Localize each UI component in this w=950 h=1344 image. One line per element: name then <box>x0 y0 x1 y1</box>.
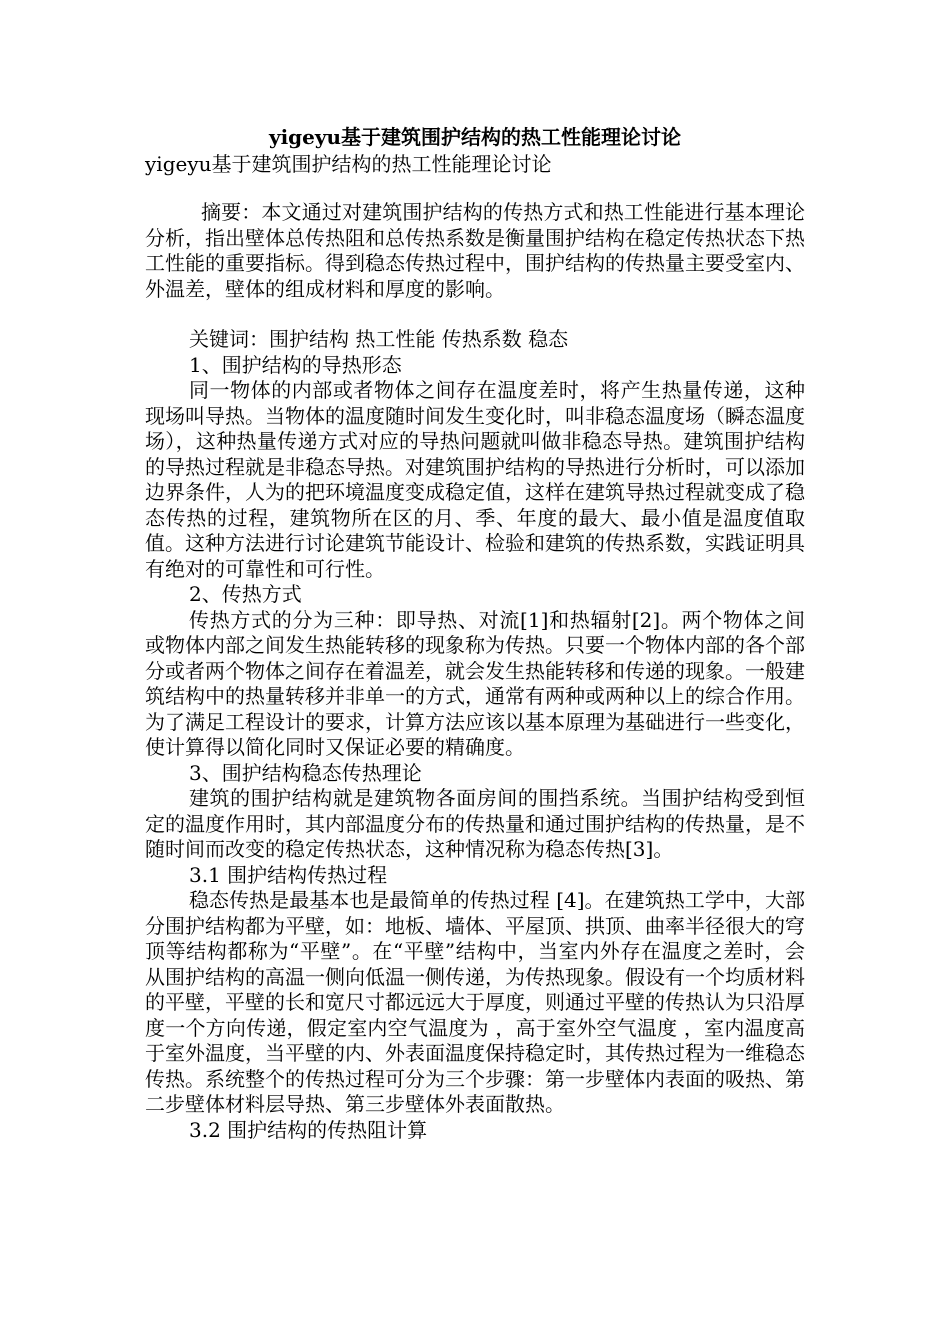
section-3-heading: 3、围护结构稳态传热理论 <box>189 760 422 785</box>
keywords-line: 关键词：围护结构 热工性能 传热系数 稳态 <box>189 327 569 351</box>
document-subtitle: yigeyu基于建筑围护结构的热工性能理论讨论 <box>145 152 552 176</box>
section-1-paragraph: 同一物体的内部或者物体之间存在温度差时，将产生热量传递，这种现场叫导热。当物体的温度随时间发生变化时，叫非稳态温度场（瞬态温度场），这种热量传递方式对应的导热问题就叫做非稳态导热。建筑围护结构的导热过程就是非稳态导热。对建筑围护结构的导热进行分析时，可以添加边界条件，人为的把环境温度变成稳定值，这样在建筑导热过程就变成了稳态传热的过程，建筑物所在区的月、季、年度的最大、最小值是温度值取值。这种方法进行讨论建筑节能设计、检验和建筑的传热系数，实践证明具有绝对的可靠性和可行性。 <box>145 378 805 581</box>
section-2-heading: 2、传热方式 <box>189 582 302 606</box>
document-body <box>145 200 805 1143</box>
document-title: yigeyu基于建筑围护结构的热工性能理论讨论 <box>268 125 682 149</box>
section-3-1-paragraph: 稳态传热是最基本也是最简单的传热过程 [4]。在建筑热工学中，大部分围护结构都为平壁，如：地板、墙体、平屋顶、拱顶、曲率半径很大的穹顶等结构都称为“平壁”。在“平壁”结构中，当室内外存在温度之差时，会从围护结构的高温一侧向低温一侧传递，为传热现象。假设有一个均质材料的平壁，平壁的长和宽尺寸都远远大于厚度，则通过平壁的传热认为只沿厚度一个方向传递，假定室内空气温度为 ，高于室外空气温度 ，室内温度高于室外温度，当平壁的内、外表面温度保持稳定时，其传热过程为一维稳态传热。系统整个的传热过程可分为三个步骤：第一步壁体内表面的吸热、第二步壁体材料层导热、第三步壁体外表面散热。 <box>145 888 805 1116</box>
section-2-paragraph: 传热方式的分为三种：即导热、对流[1]和热辐射[2]。两个物体之间或物体内部之间发生热能转移的现象称为传热。只要一个物体内部的各个部分或者两个物体之间存在着温差，就会发生热能转移和传递的现象。一般建筑结构中的热量转移并非单一的方式，通常有两种或两种以上的综合作用。为了满足工程设计的要求，计算方法应该以基本原理为基础进行一些变化，使计算得以简化同时又保证必要的精确度。 <box>145 607 805 759</box>
section-3-paragraph: 建筑的围护结构就是建筑物各面房间的围挡系统。当围护结构受到恒定的温度作用时，其内部温度分布的传热量和通过围护结构的传热量，是不随时间而改变的稳定传热状态，这种情况称为稳态传热[3]。 <box>145 786 805 861</box>
section-3-1-heading: 3.1 围护结构传热过程 <box>189 862 388 887</box>
section-3-2-heading: 3.2 围护结构的传热阻计算 <box>189 1117 428 1142</box>
section-1-heading: 1、围护结构的导热形态 <box>189 352 402 377</box>
abstract-paragraph: 摘要：本文通过对建筑围护结构的传热方式和热工性能进行基本理论分析，指出壁体总传热阻和总传热系数是衡量围护结构在稳定传热状态下热工性能的重要指标。得到稳态传热过程中，围护结构的传热量主要受室内、外温差，壁体的组成材料和厚度的影响。 <box>145 200 805 301</box>
